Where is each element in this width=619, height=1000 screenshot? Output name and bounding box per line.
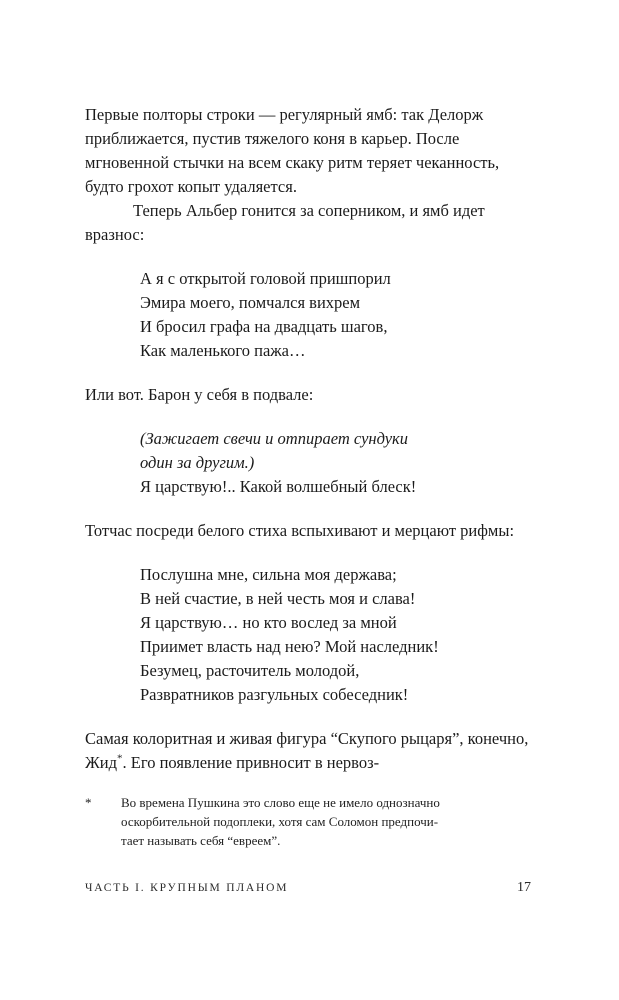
footnote-text	[121, 793, 481, 850]
page-number: 17	[517, 880, 531, 895]
footnote-marker: *	[117, 752, 123, 765]
verse-block	[140, 267, 531, 363]
verse-line: А я с открытой головой пришпорил	[140, 269, 391, 288]
stage-direction-line: один за другим.)	[140, 453, 255, 472]
stage-direction-line: (Зажигает свечи и отпирает сундуки	[140, 429, 409, 448]
verse-line: Развратников разгульных собеседник!	[140, 685, 409, 704]
paragraph	[85, 727, 531, 775]
verse-line: Безумец, расточитель молодой,	[140, 661, 360, 680]
verse-line: Я царствую!.. Какой волшебный блеск!	[140, 477, 417, 496]
verse-line: Как маленького пажа…	[140, 341, 306, 360]
paragraph: Теперь Альбер гонится за соперником, и ямб идет вразнос:	[85, 201, 485, 244]
paragraph: Тотчас посреди белого стиха вспыхивают и мерцают рифмы:	[85, 521, 515, 540]
verse-line: Послушна мне, сильна моя держава;	[140, 565, 397, 584]
verse-block	[140, 427, 531, 499]
footnote	[85, 793, 531, 850]
paragraph: Или вот. Барон у себя в подвале:	[85, 385, 314, 404]
footnote-line: оскорбительной подоплеки, хотя сам Соломон предпочи-	[121, 814, 439, 829]
verse-line: В ней счастие, в ней честь моя и слава!	[140, 589, 416, 608]
verse-line: И бросил графа на двадцать шагов,	[140, 317, 388, 336]
footnote-marker: *	[85, 795, 92, 810]
page-footer	[85, 880, 531, 896]
verse-block	[140, 563, 531, 707]
verse-line: Приимет власть над нею? Мой наследник!	[140, 637, 439, 656]
paragraph: Первые полторы строки — регулярный ямб: так Делорж приближается, пустив тяжелого коня в карьер. После мгновенной стычки на всем скаку ритм теряет чеканность, будто грохот копыт удаляется.	[85, 105, 500, 196]
footnote-line: тает называть себя “евреем”.	[121, 833, 281, 848]
paragraph-text: Самая колоритная и живая фигура “Скупого рыцаря”, конечно, Жид	[85, 729, 529, 772]
footnote-line: Во времена Пушкина это слово еще не имело однозначно	[121, 795, 440, 810]
paragraph-text: . Его появление привносит в нервоз-	[122, 753, 380, 772]
verse-line: Я царствую… но кто вослед за мной	[140, 613, 397, 632]
footer-section-label: ЧАСТЬ I. КРУПНЫМ ПЛАНОМ	[85, 882, 289, 894]
verse-line: Эмира моего, помчался вихрем	[140, 293, 361, 312]
